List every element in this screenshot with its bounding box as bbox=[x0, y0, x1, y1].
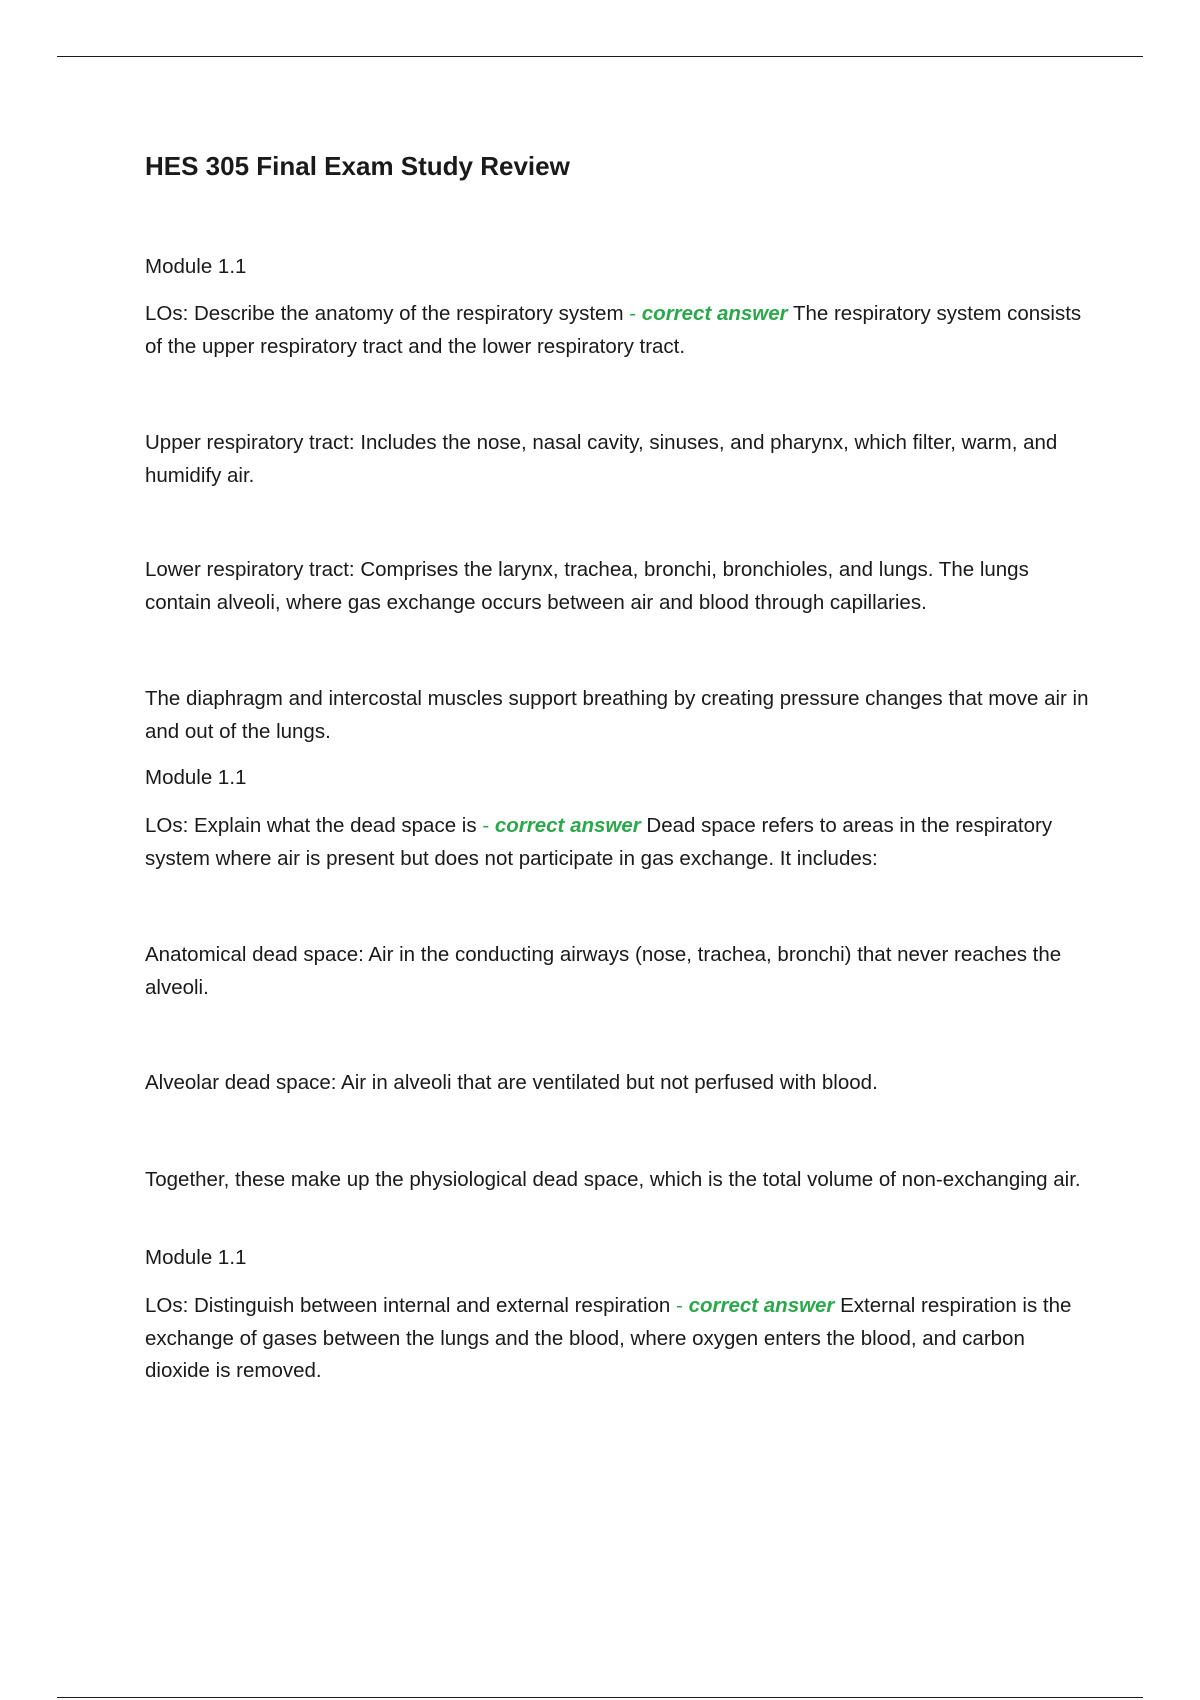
question-text: LOs: Explain what the dead space is bbox=[145, 814, 477, 837]
answer-paragraph: Lower respiratory tract: Comprises the larynx, trachea, bronchi, bronchioles, and lungs. The lungs contain alveoli, where gas exchange occurs between air and blood through capillaries. bbox=[145, 558, 1029, 614]
module-label: Module 1.1 bbox=[145, 255, 247, 278]
answer-text: The respiratory system consists of the upper respiratory tract and the lower respiratory tract. bbox=[145, 302, 1082, 358]
question-answer bbox=[145, 810, 1095, 875]
module-label: Module 1.1 bbox=[145, 1246, 247, 1269]
answer-paragraph: Alveolar dead space: Air in alveoli that are ventilated but not perfused with blood. bbox=[145, 1071, 878, 1094]
answer-paragraph: The diaphragm and intercostal muscles support breathing by creating pressure changes that move air in and out of the lungs. bbox=[145, 687, 1089, 743]
document-title: HES 305 Final Exam Study Review bbox=[145, 151, 570, 181]
answer-text: Dead space refers to areas in the respiratory system where air is present but does not participate in gas exchange. It includes: bbox=[145, 814, 1053, 870]
correct-answer-label: correct answer bbox=[641, 302, 788, 325]
question-answer bbox=[145, 298, 1095, 363]
answer-separator: - bbox=[676, 1294, 683, 1317]
header-rule bbox=[57, 56, 1143, 57]
answer-paragraph: Anatomical dead space: Air in the conducting airways (nose, trachea, bronchi) that never reaches the alveoli. bbox=[145, 943, 1062, 999]
question-text: LOs: Describe the anatomy of the respiratory system bbox=[145, 302, 624, 325]
answer-separator: - bbox=[482, 814, 490, 837]
module-label: Module 1.1 bbox=[145, 766, 247, 789]
answer-text: External respiration is the exchange of gases between the lungs and the blood, where oxygen enters the blood, and carbon dioxide is removed. bbox=[145, 1294, 1072, 1382]
answer-paragraph: Together, these make up the physiological dead space, which is the total volume of non-exchanging air. bbox=[145, 1168, 1081, 1191]
correct-answer-label: correct answer bbox=[494, 814, 641, 837]
answer-separator: - bbox=[629, 302, 637, 325]
question-answer bbox=[145, 1290, 1095, 1388]
answer-paragraph: Upper respiratory tract: Includes the nose, nasal cavity, sinuses, and pharynx, which filter, warm, and humidify air. bbox=[145, 431, 1058, 487]
question-text: LOs: Distinguish between internal and external respiration bbox=[145, 1294, 671, 1317]
footer-rule bbox=[57, 1697, 1143, 1698]
correct-answer-label: correct answer bbox=[688, 1294, 835, 1317]
